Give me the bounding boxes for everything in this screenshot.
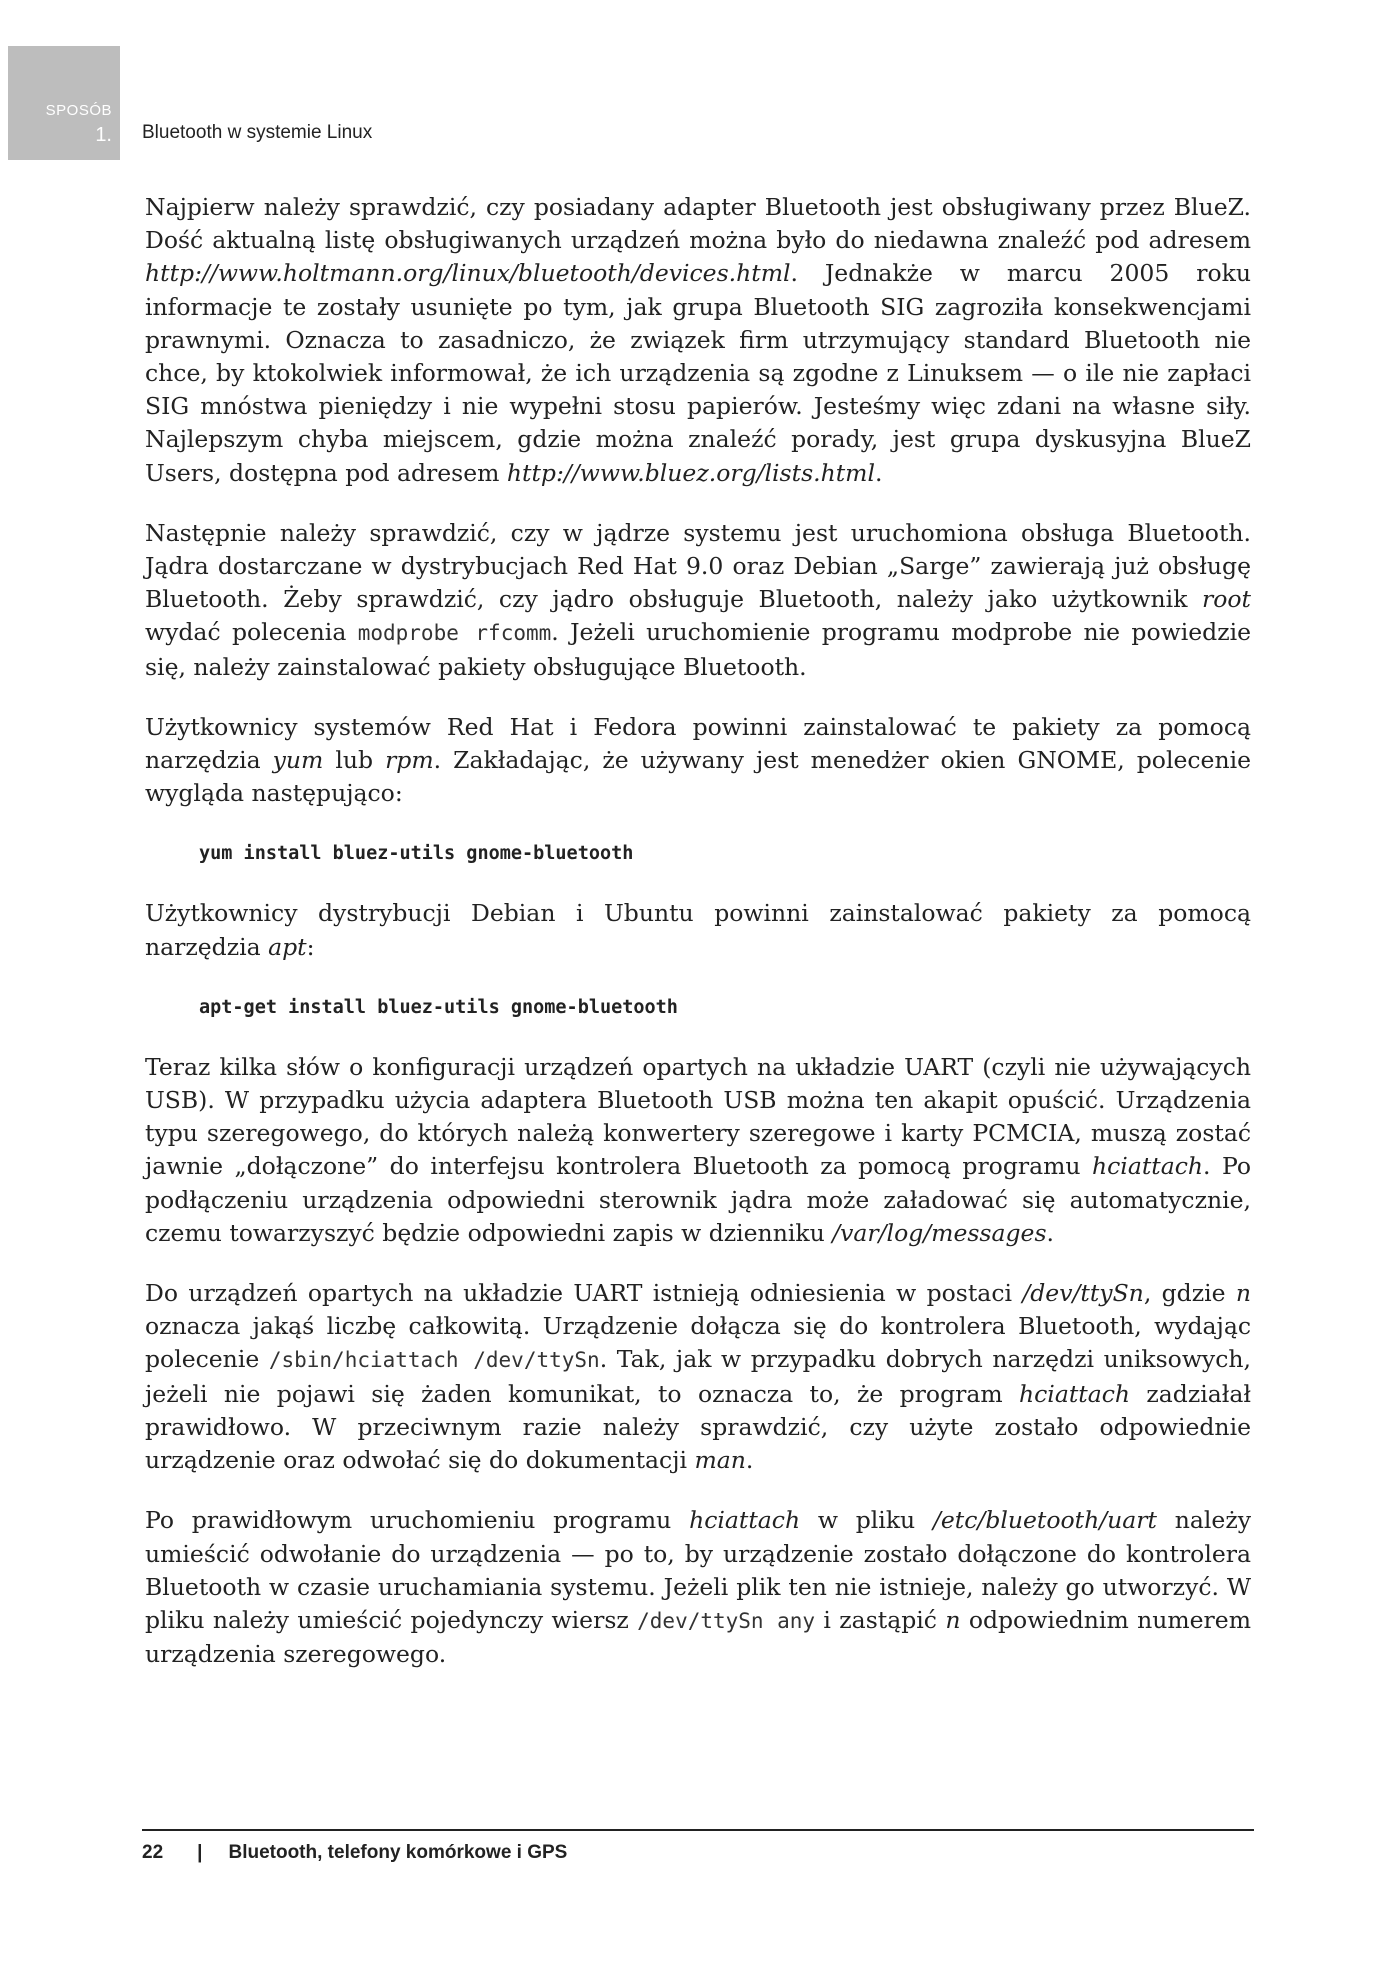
- section-tab-number: 1.: [95, 124, 112, 146]
- italic-text: http://www.bluez.org/lists.html: [506, 458, 875, 487]
- italic-text: /dev/ttySn: [1022, 1279, 1144, 1308]
- text-run: , gdzie: [1143, 1279, 1236, 1308]
- italic-text: yum: [272, 746, 324, 775]
- text-run: Najpierw należy sprawdzić, czy posiadany adapter Bluetooth jest obsługiwany przez BlueZ. Dość aktualną listę obsługiwanych urządzeń można było do niedawna znaleźć pod adresem: [145, 193, 1251, 255]
- section-tab: [8, 46, 120, 160]
- italic-text: hciattach: [1019, 1379, 1131, 1408]
- paragraph: [145, 897, 1251, 963]
- text-run: . Jednakże w marcu 2005 roku informacje te zostały usunięte po tym, jak grupa Bluetooth SIG zagroziła konsekwencjami prawnymi. Oznacza to zasadniczo, że związek firm utrzymujący standard Bluetooth nie chce, by ktokolwiek informował, że ich urządzenia są zgodne z Linuksem — o ile nie zapłaci SIG mnóstwa pieniędzy i nie wypełni stosu papierów. Jesteśmy więc zdani na własne siły. Najlepszym chyba miejscem, gdzie można znaleźć porady, jest grupa dyskusyjna BlueZ Users, dostępna pod adresem: [145, 259, 1251, 487]
- paragraph: [145, 517, 1251, 684]
- text-run: zadziałał prawidłowo. W przeciwnym razie należy sprawdzić, czy użyte zostało odpowiednie urządzenie oraz odwołać się do dokumentacji: [145, 1379, 1252, 1475]
- text-run: . Po podłączeniu urządzenia odpowiedni sterownik jądra może załadować się automatycznie, czemu towarzyszyć będzie odpowiedni zapis w dzienniku: [145, 1152, 1252, 1247]
- italic-text: root: [1202, 585, 1251, 614]
- page-number: 22: [142, 1842, 164, 1863]
- text-run: . Tak, jak w przypadku dobrych narzędzi uniksowych, jeżeli nie pojawi się żaden komunikat, to oznacza to, że program: [145, 1345, 1251, 1408]
- text-run: i zastąpić: [815, 1605, 946, 1634]
- running-head-title: Bluetooth w systemie Linux: [142, 122, 373, 143]
- text-run: wydać polecenia: [145, 618, 358, 647]
- text-run: w pliku: [800, 1506, 933, 1535]
- italic-text: rpm: [385, 746, 434, 775]
- italic-text: man: [694, 1446, 746, 1475]
- italic-text: http://www.holtmann.org/linux/bluetooth/devices.html: [145, 259, 791, 288]
- text-run: Następnie należy sprawdzić, czy w jądrze systemu jest uruchomiona obsługa Bluetooth. Jądra dostarczane w dystrybucjach Red Hat 9.0 oraz Debian „Sarge” zawierają już obsługę Bluetooth. Żeby sprawdzić, czy jądro obsługuje Bluetooth, należy jako użytkownik: [145, 518, 1251, 614]
- inline-code: /dev/ttySn any: [637, 1608, 816, 1633]
- italic-text: hciattach: [689, 1506, 801, 1535]
- text-run: Użytkownicy systemów Red Hat i Fedora powinni zainstalować te pakiety za pomocą narzędzia: [145, 712, 1251, 775]
- text-run: .: [1046, 1218, 1054, 1247]
- footer-rule: [142, 1829, 1254, 1831]
- code-block: apt-get install bluez-utils gnome-bluetooth: [199, 996, 678, 1018]
- footer-separator: |: [197, 1842, 203, 1863]
- paragraph: [145, 1504, 1251, 1671]
- text-run: .: [745, 1446, 754, 1475]
- book-title: Bluetooth, telefony komórkowe i GPS: [228, 1842, 568, 1863]
- italic-text: hciattach: [1092, 1152, 1204, 1181]
- text-run: .: [874, 458, 883, 487]
- page-body: [145, 191, 1251, 1698]
- text-run: . Jeżeli uruchomienie programu modprobe nie powiedzie się, należy zainstalować pakiety obsługujące Bluetooth.: [145, 618, 1251, 681]
- text-run: oznacza jakąś liczbę całkowitą. Urządzenie dołącza się do kontrolera Bluetooth, wydając polecenie: [145, 1312, 1251, 1374]
- text-run: Do urządzeń opartych na układzie UART istnieją odniesienia w postaci: [145, 1279, 1023, 1308]
- paragraph: [145, 1277, 1251, 1477]
- italic-text: n: [1235, 1279, 1251, 1308]
- text-run: Teraz kilka słów o konfiguracji urządzeń opartych na układzie UART (czyli nie używających USB). W przypadku użycia adaptera Bluetooth USB można ten akapit opuścić. Urządzenia typu szeregowego, do których należą konwertery szeregowe i karty PCMCIA, muszą zostać jawnie „dołączone” do interfejsu kontrolera Bluetooth za pomocą programu: [145, 1052, 1251, 1181]
- text-run: lub: [323, 746, 386, 775]
- paragraph: [145, 1051, 1251, 1250]
- text-run: odpowiednim numerem urządzenia szeregowego.: [145, 1605, 1251, 1669]
- italic-text: /etc/bluetooth/uart: [932, 1506, 1157, 1535]
- paragraph: [145, 191, 1251, 490]
- text-run: należy umieścić odwołanie do urządzenia — po to, by urządzenie zostało dołączone do kontrolera Bluetooth w czasie uruchamiania systemu. Jeżeli plik ten nie istnieje, należy go utworzyć. W pliku należy umieścić pojedynczy wiersz: [145, 1506, 1251, 1634]
- page-footer: [142, 1842, 567, 1864]
- paragraph: [145, 711, 1251, 811]
- inline-code: /sbin/hciattach /dev/ttySn: [268, 1348, 600, 1373]
- italic-text: apt: [268, 932, 307, 961]
- italic-text: n: [945, 1605, 961, 1634]
- text-run: . Zakładając, że używany jest menedżer okien GNOME, polecenie wygląda następująco:: [145, 746, 1252, 808]
- text-run: Po prawidłowym uruchomieniu programu: [145, 1506, 690, 1535]
- code-block: yum install bluez-utils gnome-bluetooth: [199, 843, 634, 865]
- text-run: :: [306, 932, 315, 961]
- italic-text: /var/log/messages: [832, 1218, 1047, 1247]
- text-run: Użytkownicy dystrybucji Debian i Ubuntu powinni zainstalować pakiety za pomocą narzędzia: [145, 899, 1251, 961]
- inline-code: modprobe rfcomm: [357, 621, 552, 646]
- section-tab-label: SPOSÓB: [45, 102, 112, 119]
